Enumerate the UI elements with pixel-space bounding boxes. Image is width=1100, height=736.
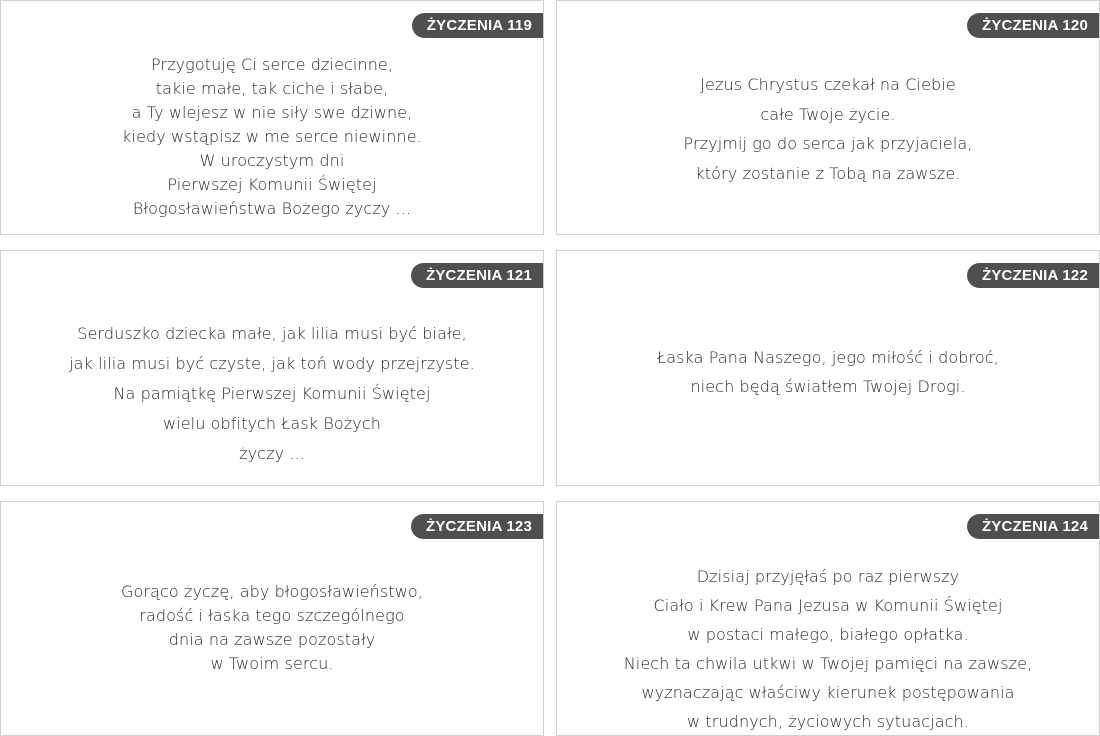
wish-card-120 xyxy=(556,0,1100,235)
wish-line: Ciało i Krew Pana Jezusa w Komunii Świętej xyxy=(653,596,1003,615)
wish-line: w Twoim sercu. xyxy=(210,654,334,673)
wish-line: Pierwszej Komunii Świętej xyxy=(167,175,377,194)
wish-text xyxy=(1,580,543,676)
wish-line: który zostanie z Tobą na zawsze. xyxy=(695,163,961,183)
wish-card-121 xyxy=(0,250,544,486)
wish-card-124 xyxy=(556,501,1100,736)
wish-line: jak lilia musi być czyste, jak toń wody przejrzyste. xyxy=(69,354,475,373)
wish-line: niech będą światłem Twojej Drogi. xyxy=(690,377,966,396)
wish-text xyxy=(1,319,543,469)
wish-line: Przyjmij go do serca jak przyjaciela, xyxy=(683,134,973,153)
wish-line: Łaska Pana Naszego, jego miłość i dobroć, xyxy=(657,348,999,367)
wish-number-badge: ŻYCZENIA 119 xyxy=(412,13,543,38)
wish-line: życzy ... xyxy=(239,444,305,463)
wish-line: Niech ta chwila utkwi w Twojej pamięci na zawsze, xyxy=(623,654,1033,673)
wish-line: Dzisiaj przyjęłaś po raz pierwszy xyxy=(696,567,960,586)
wish-line: całe Twoje życie. xyxy=(760,104,896,124)
wish-number-badge: ŻYCZENIA 121 xyxy=(411,263,543,288)
wish-line: w postaci małego, białego opłatka. xyxy=(687,625,969,644)
wish-line: Błogosławieństwa Bożego życzy ... xyxy=(132,199,412,218)
wish-line: wielu obfitych Łask Bożych xyxy=(163,414,381,433)
wish-card-123 xyxy=(0,501,544,736)
wish-line: w trudnych, życiowych sytuacjach. xyxy=(687,712,969,731)
wish-line: kiedy wstąpisz w me serce niewinne. xyxy=(122,127,422,146)
wish-line: Przygotuję Ci serce dziecinne, xyxy=(150,55,394,74)
wish-line: a Ty wlejesz w nie siły swe dziwne, xyxy=(131,103,413,122)
wish-line: dnia na zawsze pozostały xyxy=(168,630,376,649)
wish-line: takie małe, tak ciche i słabe, xyxy=(155,79,389,98)
wish-number-badge: ŻYCZENIA 124 xyxy=(967,514,1099,539)
wish-line: Serduszko dziecka małe, jak lilia musi być białe, xyxy=(77,324,467,343)
wish-line: radość i łaska tego szczególnego xyxy=(139,606,405,625)
wish-card-119 xyxy=(0,0,544,235)
wish-line: Na pamiątkę Pierwszej Komunii Świętej xyxy=(113,384,431,403)
wish-text xyxy=(1,53,543,221)
wish-number-badge: ŻYCZENIA 120 xyxy=(967,13,1099,38)
wish-number-badge: ŻYCZENIA 122 xyxy=(967,263,1099,288)
wish-line: W uroczystym dni xyxy=(199,151,345,170)
wish-text xyxy=(557,562,1099,736)
wish-text xyxy=(557,343,1099,401)
wish-line: Gorąco życzę, aby błogosławieństwo, xyxy=(121,582,423,601)
wish-line: wyznaczając właściwy kierunek postępowania xyxy=(641,683,1015,702)
wish-number-badge: ŻYCZENIA 123 xyxy=(411,514,543,539)
wish-line: Jezus Chrystus czekał na Ciebie xyxy=(700,75,956,94)
wish-card-122 xyxy=(556,250,1100,486)
wish-text xyxy=(557,70,1099,188)
